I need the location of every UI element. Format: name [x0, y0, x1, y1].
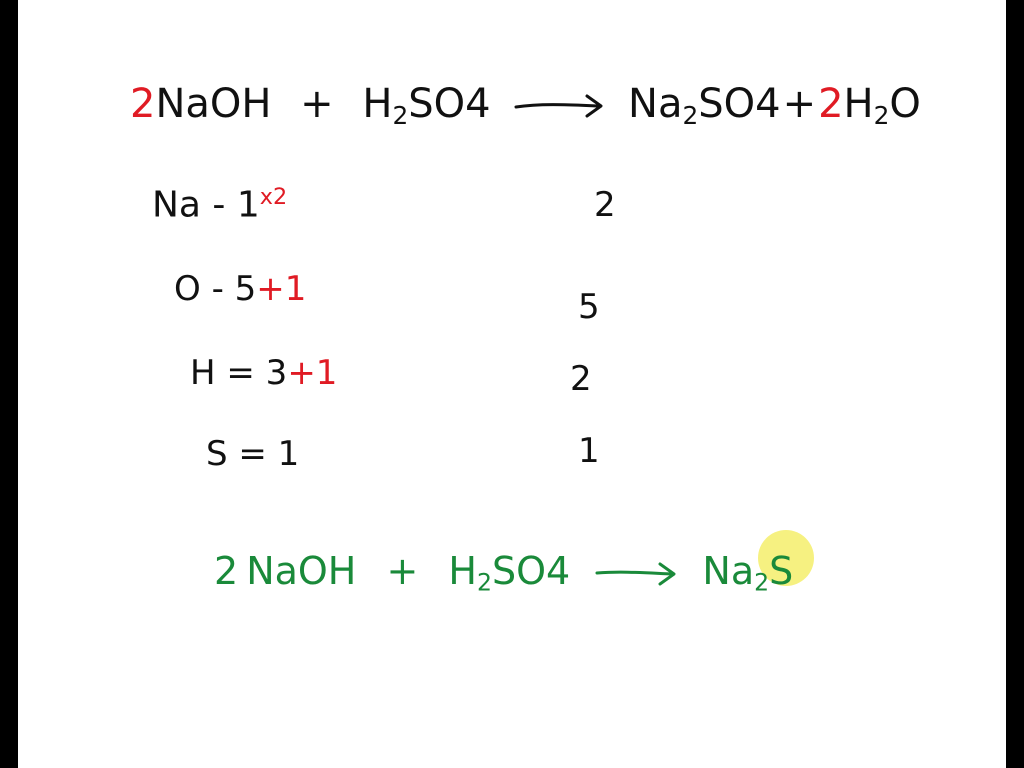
coefficient-naoh: 2	[130, 81, 156, 127]
product-na-subscript: 2	[754, 568, 770, 597]
count-value-o-right: 5	[578, 287, 600, 327]
reactant-so4: SO4	[408, 81, 491, 127]
coefficient-naoh: 2	[214, 549, 239, 593]
count-correction: +1	[256, 269, 307, 309]
count-row-o-left	[174, 269, 307, 309]
reactant-h-subscript: 2	[477, 568, 492, 597]
count-label: H = 3	[190, 353, 288, 393]
product-na: Na	[702, 549, 755, 593]
product-s: S	[769, 549, 794, 593]
product-o: O	[889, 81, 921, 127]
product-na-subscript: 2	[682, 100, 699, 130]
count-row-h-left	[190, 353, 338, 393]
product-na: Na	[628, 81, 683, 127]
reactant-so4: SO4	[491, 549, 571, 593]
count-label: S = 1	[206, 434, 300, 474]
plus-sign: +	[386, 549, 419, 593]
count-label: O - 5	[174, 269, 257, 309]
plus-sign: +	[300, 81, 334, 127]
count-label: Na - 1	[152, 184, 260, 226]
count-correction: +1	[287, 353, 338, 393]
equation-top	[130, 81, 921, 130]
reactant-naoh: NaOH	[246, 549, 357, 593]
reactant-naoh: NaOH	[155, 81, 272, 127]
reactant-h-subscript: 2	[392, 100, 409, 130]
product-so4: SO4	[698, 81, 781, 127]
count-row-s-left	[206, 434, 300, 474]
count-value-s-right: 1	[578, 431, 600, 471]
count-correction: x2	[259, 184, 288, 210]
product-h-subscript: 2	[873, 100, 890, 130]
right-arrow-icon	[513, 93, 605, 119]
right-arrow-icon	[594, 561, 678, 587]
product-h: H	[843, 81, 874, 127]
whiteboard	[18, 0, 1006, 768]
count-value-h-right: 2	[570, 359, 592, 399]
reactant-h: H	[448, 549, 477, 593]
count-value-na-right: 2	[594, 185, 616, 225]
equation-bottom	[214, 549, 794, 597]
plus-sign: +	[782, 81, 817, 127]
reactant-h: H	[362, 81, 393, 127]
coefficient-water: 2	[818, 81, 844, 127]
count-row-na-left	[152, 184, 288, 226]
